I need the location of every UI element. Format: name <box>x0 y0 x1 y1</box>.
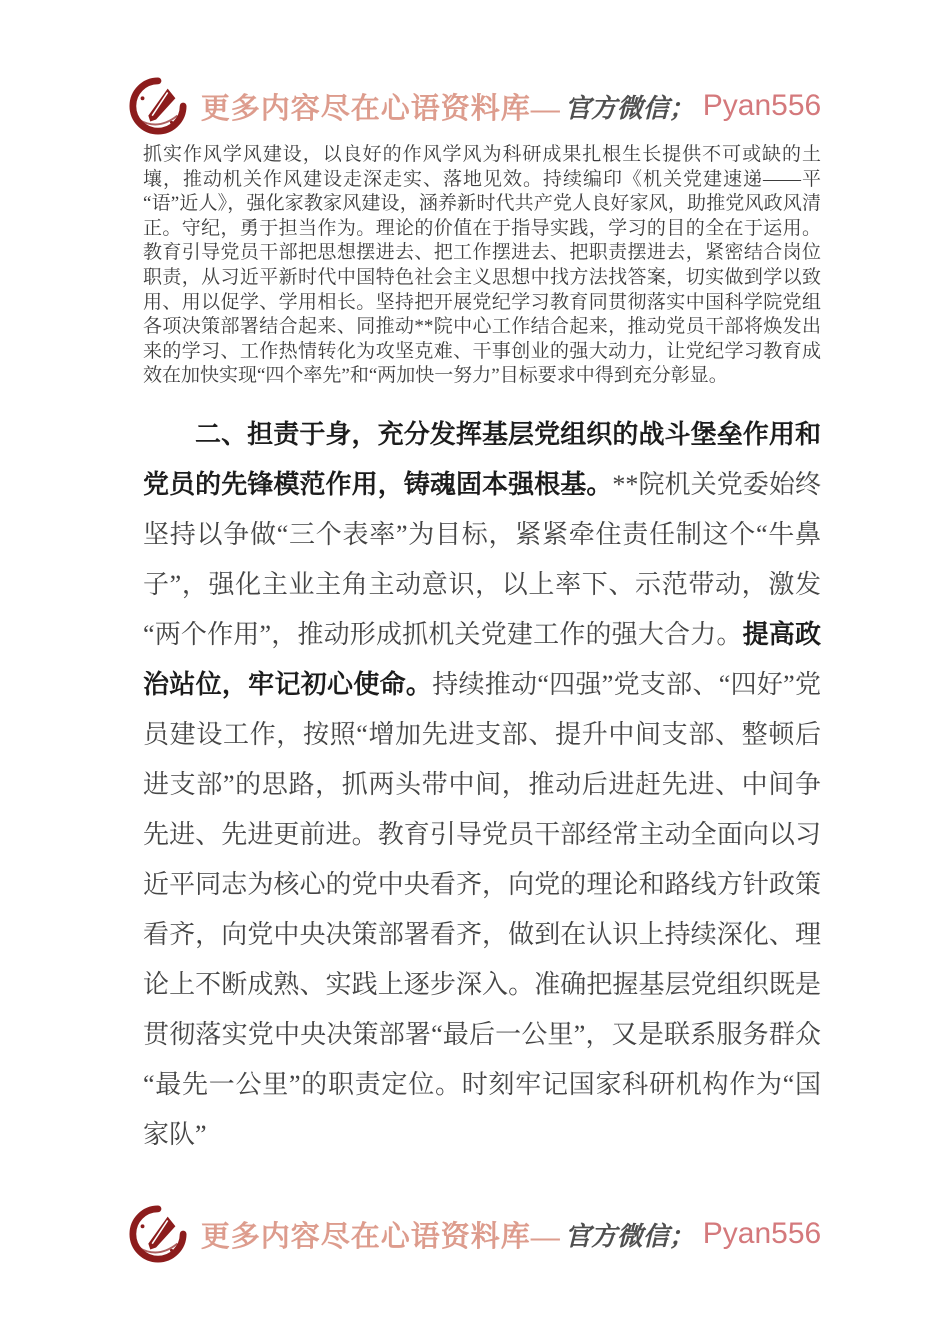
wechat-label: 官方微信； <box>564 93 695 124</box>
section-2-text-2: 持续推动“四强”党支部、“四好”党员建设工作，按照“增加先进支部、提升中间支部、整顿后进支部”的思路，抓两头带中间，推动后进赶先进、中间争先进、先进更前进。教育引导党员干部经常主动全面向以习近平同志为核心的党中央看齐，向党的理论和路线方针政策看齐，向党中央决策部署看齐，做到在认识上持续深化、理论上不断成熟、实践上逐步深入。准确把握基层党组织既是贯彻落实党中央决策部署“最后一公里”，又是联系服务群众“最先一公里”的职责定位。时刻牢记国家科研机构作为“国家队” <box>143 669 821 1149</box>
brand-text: 更多内容尽在心语资料库— <box>200 1220 561 1253</box>
document-body <box>143 143 821 1160</box>
wechat-id: Pyan556 <box>702 89 822 122</box>
footer-brand-bar <box>0 1204 950 1264</box>
pen-nib-logo-icon <box>129 77 187 135</box>
header-brand-bar <box>0 76 950 136</box>
pen-nib-logo-icon <box>129 1205 187 1263</box>
paragraph-continuation: 抓实作风学风建设，以良好的作风学风为科研成果扎根生长提供不可或缺的土壤，推动机关作风建设走深走实、落地见效。持续编印《机关党建速递——平“语”近人》，强化家教家风建设，涵养新时代共产党人良好家风，助推党风政风清正。守纪，勇于担当作为。理论的价值在于指导实践，学习的目的全在于运用。教育引导党员干部把思想摆进去、把工作摆进去、把职责摆进去，紧密结合岗位职责，从习近平新时代中国特色社会主义思想中找方法找答案，切实做到学以致用、用以促学、学用相长。坚持把开展党纪学习教育同贯彻落实中国科学院党组各项决策部署结合起来、同推动**院中心工作结合起来，推动党员干部将焕发出来的学习、工作热情转化为攻坚克难、干事创业的强大动力，让党纪学习教育成效在加快实现“四个率先”和“两加快一努力”目标要求中得到充分彰显。 <box>143 144 821 387</box>
wechat-id: Pyan556 <box>702 1217 822 1250</box>
section-2-emphasis-bold: 提高政治站位，牢记初心使命。 <box>143 619 821 699</box>
brand-text: 更多内容尽在心语资料库— <box>200 92 561 125</box>
paragraph-section-2 <box>143 410 821 1160</box>
section-2-text-1: **院机关党委始终坚持以争做“三个表率”为目标，紧紧牵住责任制这个“牛鼻子”，强化主业主角主动意识，以上率下、示范带动，激发“两个作用”，推动形成抓机关党建工作的强大合力。 <box>143 469 821 649</box>
section-2-heading-bold: 二、担责于身，充分发挥基层党组织的战斗堡垒作用和党员的先锋模范作用，铸魂固本强根基。 <box>143 419 821 499</box>
wechat-label: 官方微信； <box>564 1221 695 1252</box>
